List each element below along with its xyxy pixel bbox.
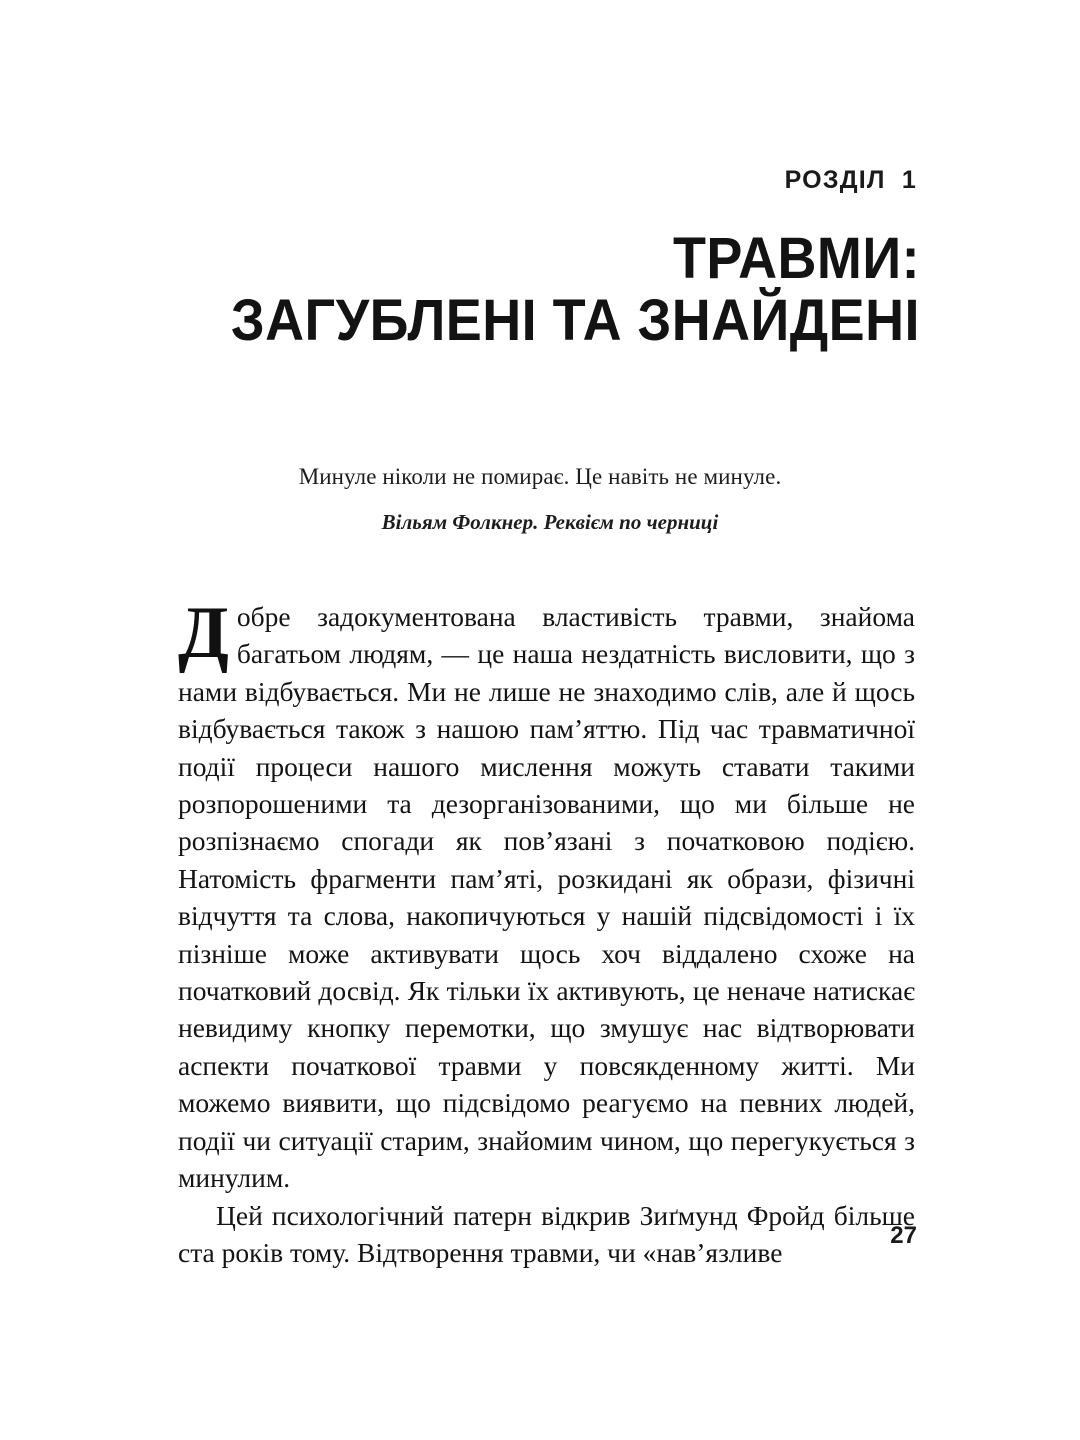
paragraph-2: Цей психологічний патерн відкрив Зиґмунд Фройд більше ста років тому. Відтворення травми, чи «нав’язливе (178, 1199, 915, 1268)
chapter-title-line-1: ТРАВМИ: (672, 226, 920, 291)
chapter-label: РОЗДІЛ 1 (784, 166, 917, 194)
epigraph-source: Вільям Фолкнер. Реквієм по черниці (381, 510, 719, 534)
body-text (178, 592, 915, 1271)
drop-cap: Д (178, 592, 229, 674)
epigraph-quote: Минуле ніколи не помирає. Це навіть не минуле. (298, 464, 782, 489)
epigraph (160, 462, 920, 536)
chapter-title-line-2: ЗАГУБЛЕНІ ТА ЗНАЙДЕНІ (230, 288, 920, 353)
page-title (176, 228, 920, 352)
paragraph-1 (178, 592, 915, 1197)
paragraph-1-text: обре задокументована властивість травми, знайома багатьом людям, — це наша нездатність висловити, що з нами відбувається. Ми не лише не знаходимо слів, але й щось відбувається також з нашою пам’яттю. Під час травматичної події процеси нашого мислення можуть ставати такими розпорошеними та дезорганізованими, що ми більше не розпізнаємо спогади як пов’язані з початковою подією. Натомість фрагменти пам’яті, розкидані як образи, фізичні відчуття та слова, накопичуються у нашій підсвідомості і їх пізніше може активувати щось хоч віддалено схоже на початковий досвід. Як тільки їх активують, це неначе натискає невидиму кнопку перемотки, що змушує нас відтворювати аспекти початкової травми у повсякденному житті. Ми можемо виявити, що підсвідомо реагуємо на певних людей, події чи ситуації старим, знайомим чином, що перегукується з минулим. (178, 601, 915, 1194)
page-number: 27 (890, 1222, 917, 1249)
